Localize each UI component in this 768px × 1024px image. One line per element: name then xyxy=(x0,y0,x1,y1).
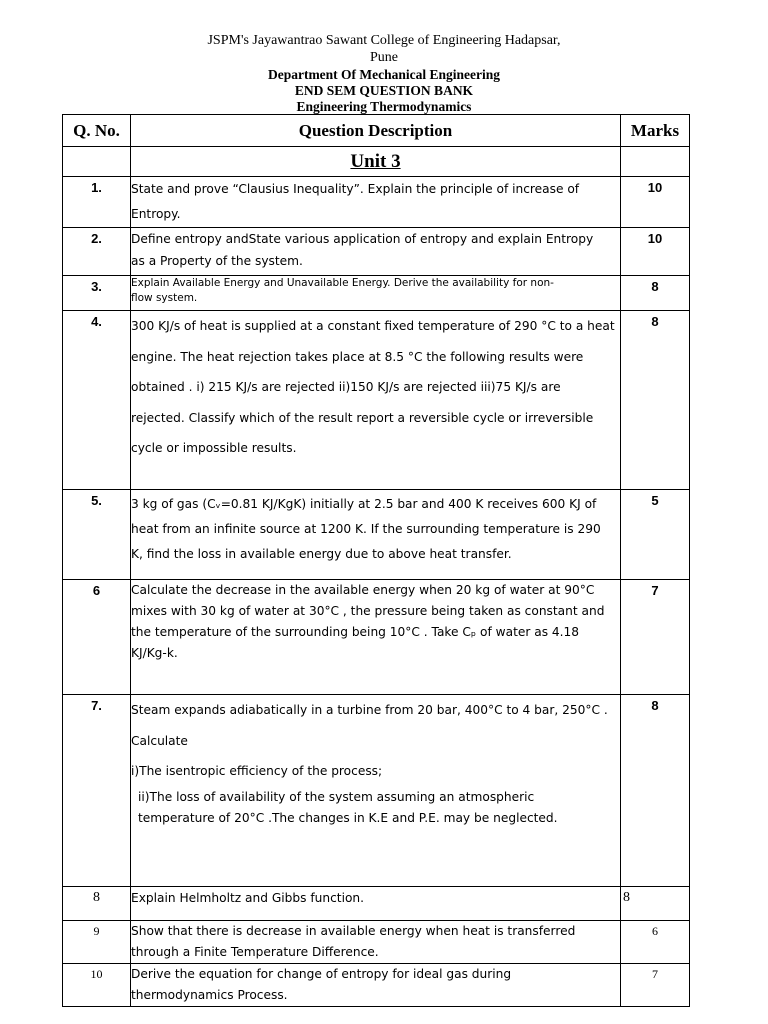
question-marks: 5 xyxy=(621,490,690,580)
exam-title: END SEM QUESTION BANK xyxy=(294,83,474,98)
question-number: 2. xyxy=(63,228,131,276)
question-marks: 10 xyxy=(621,228,690,276)
question-number: 8 xyxy=(63,887,131,921)
header-qno: Q. No. xyxy=(63,115,131,147)
question-text: Define entropy andState various application of entropy and explain Entropy as a Property of the system. xyxy=(131,228,621,276)
header-marks: Marks xyxy=(621,115,690,147)
question-text: State and prove “Clausius Inequality”. Explain the principle of increase of Entropy. xyxy=(131,177,621,228)
question-bank-table xyxy=(62,114,690,1007)
question-marks: 7 xyxy=(621,964,690,1007)
question-number: 9 xyxy=(63,921,131,964)
question-number: 7. xyxy=(63,695,131,887)
table-row xyxy=(63,695,690,887)
question-marks: 6 xyxy=(621,921,690,964)
table-row xyxy=(63,311,690,490)
question-text: 3 kg of gas (Cᵥ=0.81 KJ/KgK) initially at 2.5 bar and 400 K receives 600 KJ of heat from an infinite source at 1200 K. If the surrounding temperature is 290 K, find the loss in available energy due to above heat transfer. xyxy=(131,490,621,580)
table-header-row xyxy=(63,115,690,147)
question-marks: 10 xyxy=(621,177,690,228)
question-marks: 8 xyxy=(621,695,690,887)
question-text: 300 KJ/s of heat is supplied at a constant fixed temperature of 290 °C to a heat engine. The heat rejection takes place at 8.5 °C the following results were obtained . i) 215 KJ/s are rejected ii)150 KJ/s are rejected iii)75 KJ/s are rejected. Classify which of the result report a reversible cycle or irreversible cycle or impossible results. xyxy=(131,311,621,490)
question-text: Steam expands adiabatically in a turbine from 20 bar, 400°C to 4 bar, 250°C . Calculate i)The isentropic efficiency of the process; ii)The loss of availability of the system assuming an atmospheric temperature of 20°C .The changes in K.E and P.E. may be neglected. xyxy=(131,695,621,887)
college-city: Pune xyxy=(370,50,398,65)
question-text: Calculate the decrease in the available energy when 20 kg of water at 90°C mixes with 30 kg of water at 30°C , the pressure being taken as constant and the temperature of the surrounding being 10°C . Take Cₚ of water as 4.18 KJ/Kg-k. xyxy=(131,580,621,695)
question-marks: 8 xyxy=(621,311,690,490)
table-row xyxy=(63,228,690,276)
table-row xyxy=(63,964,690,1007)
college-name: JSPM's Jayawantrao Sawant College of Engineering Hadapsar, xyxy=(207,33,561,48)
table-row xyxy=(63,177,690,228)
table-row xyxy=(63,276,690,311)
question-number: 5. xyxy=(63,490,131,580)
question-marks: 8 xyxy=(621,276,690,311)
header-description: Question Description xyxy=(131,115,621,147)
question-text: Show that there is decrease in available energy when heat is transferred through a Finite Temperature Difference. xyxy=(131,921,621,964)
question-text: Explain Available Energy and Unavailable Energy. Derive the availability for non- flow system. xyxy=(131,276,621,311)
subject-title: Engineering Thermodynamics xyxy=(296,99,472,114)
table-row xyxy=(63,921,690,964)
question-text: Explain Helmholtz and Gibbs function. xyxy=(131,887,621,921)
question-text: Derive the equation for change of entropy for ideal gas during thermodynamics Process. xyxy=(131,964,621,1007)
question-marks: 7 xyxy=(621,580,690,695)
question-marks: 8 xyxy=(621,887,690,921)
question-number: 6 xyxy=(63,580,131,695)
table-row xyxy=(63,580,690,695)
question-number: 4. xyxy=(63,311,131,490)
unit-heading: Unit 3 xyxy=(131,147,621,177)
table-row xyxy=(63,887,690,921)
department-name: Department Of Mechanical Engineering xyxy=(267,67,501,82)
table-row xyxy=(63,490,690,580)
question-number: 10 xyxy=(63,964,131,1007)
unit-row xyxy=(63,147,690,177)
question-number: 1. xyxy=(63,177,131,228)
question-number: 3. xyxy=(63,276,131,311)
